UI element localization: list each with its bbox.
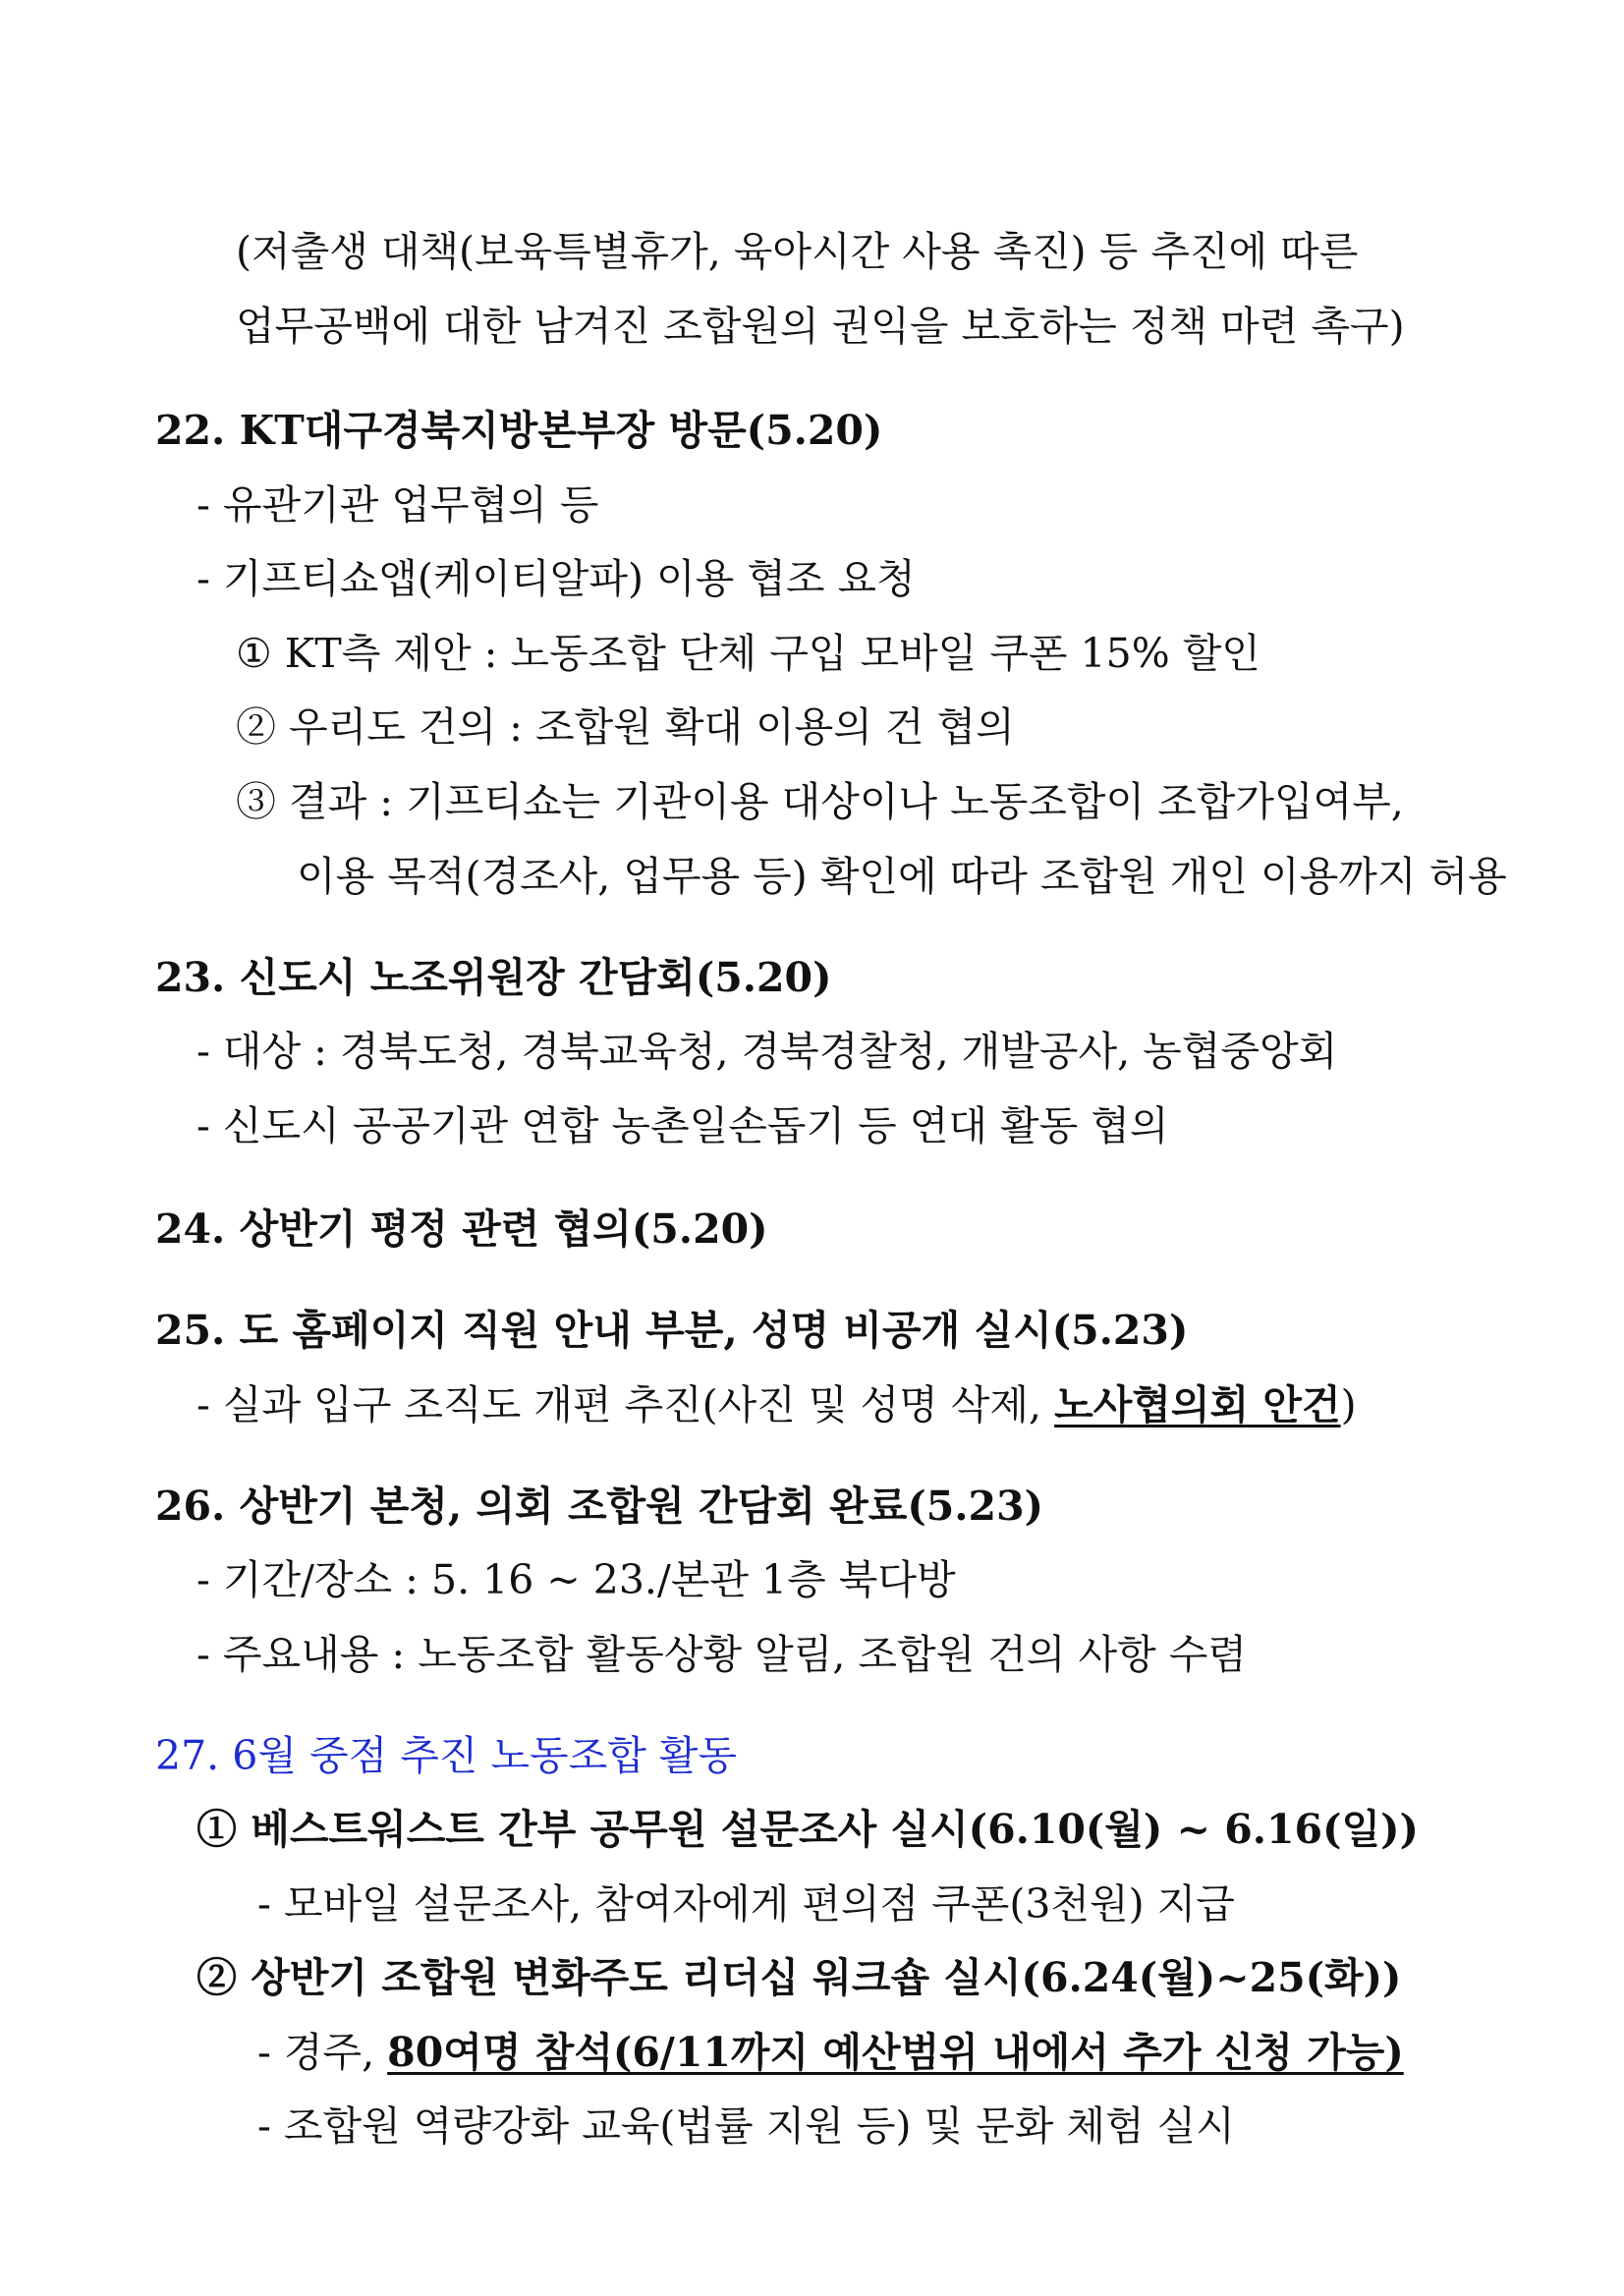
section-22-bullet-1: - 유관기관 업무협의 등 — [196, 481, 599, 529]
section-26-heading: 26. 상반기 본청, 의회 조합원 간담회 완료(5.23) — [155, 1483, 1043, 1530]
intro-line-2: 업무공백에 대한 남겨진 조합원의 권익을 보호하는 정책 마련 촉구) — [236, 303, 1405, 350]
section-27-item-1-detail: - 모바일 설문조사, 참여자에게 편의점 쿠폰(3천원) 지급 — [257, 1880, 1235, 1928]
section-23-bullet-1: - 대상 : 경북도청, 경북교육청, 경북경찰청, 개발공사, 농협중앙회 — [196, 1028, 1338, 1075]
section-27-item-2: ② 상반기 조합원 변화주도 리더십 워크숍 실시(6.24(월)~25(화)) — [196, 1954, 1402, 2001]
section-27-item-1: ① 베스트워스트 간부 공무원 설문조사 실시(6.10(월) ~ 6.16(일)) — [196, 1806, 1419, 1853]
section-22-heading: 22. KT대구경북지방본부장 방문(5.20) — [155, 407, 883, 454]
section-27-item-2-detail-1-text: - 경주, — [257, 2029, 388, 2076]
section-25-bullet-1 — [196, 1381, 1357, 1428]
section-27-heading: 27. 6월 중점 추진 노동조합 활동 — [155, 1732, 738, 1779]
intro-line-1: (저출생 대책(보육특별휴가, 육아시간 사용 촉진) 등 추진에 따른 — [236, 228, 1359, 275]
section-27-item-2-detail-2: - 조합원 역량강화 교육(법률 지원 등) 및 문화 체험 실시 — [257, 2102, 1235, 2150]
section-27-item-2-detail-1 — [257, 2029, 1404, 2076]
section-23-bullet-2: - 신도시 공공기관 연합 농촌일손돕기 등 연대 활동 협의 — [196, 1102, 1169, 1149]
section-25-underlined-agenda: 노사협의회 안건 — [1054, 1381, 1341, 1428]
section-22-item-1: ① KT측 제안 : 노동조합 단체 구입 모바일 쿠폰 15% 할인 — [236, 630, 1260, 677]
section-26-bullet-1: - 기간/장소 : 5. 16 ~ 23./본관 1층 북다방 — [196, 1556, 956, 1603]
section-22-item-3-continued: 이용 목적(경조사, 업무용 등) 확인에 따라 조합원 개인 이용까지 허용 — [297, 853, 1507, 900]
section-26-bullet-2: - 주요내용 : 노동조합 활동상황 알림, 조합원 건의 사항 수렴 — [196, 1631, 1247, 1678]
section-27-underlined-attendance: 80여명 참석(6/11까지 예산범위 내에서 추가 신청 가능) — [387, 2029, 1404, 2076]
section-22-item-3: ③ 결과 : 기프티쇼는 기관이용 대상이나 노동조합이 조합가입여부, — [236, 778, 1404, 825]
section-23-heading: 23. 신도시 노조위원장 간담회(5.20) — [155, 954, 832, 1001]
section-25-heading: 25. 도 홈페이지 직원 안내 부분, 성명 비공개 실시(5.23) — [155, 1307, 1189, 1354]
section-22-bullet-2: - 기프티쇼앱(케이티알파) 이용 협조 요청 — [196, 555, 916, 602]
section-22-item-2: ② 우리도 건의 : 조합원 확대 이용의 건 협의 — [236, 703, 1015, 751]
section-25-bullet-1-text: - 실과 입구 조직도 개편 추진(사진 및 성명 삭제, — [196, 1381, 1055, 1428]
section-25-bullet-1-close: ) — [1340, 1381, 1357, 1428]
section-24-heading: 24. 상반기 평정 관련 협의(5.20) — [155, 1205, 768, 1253]
